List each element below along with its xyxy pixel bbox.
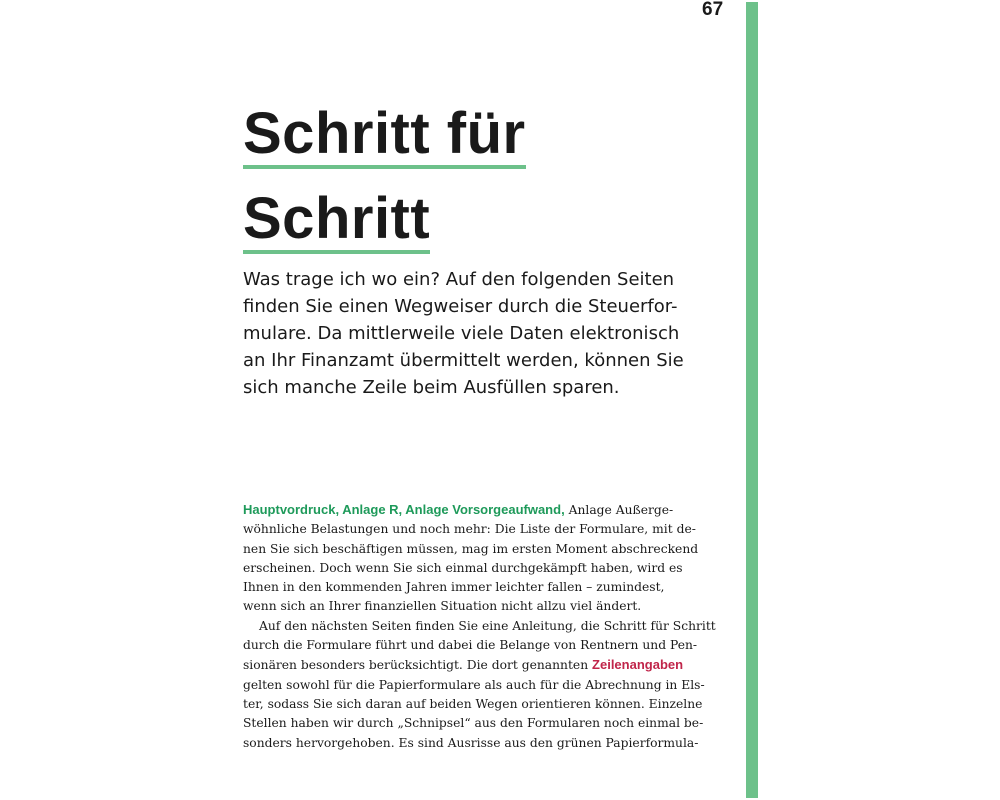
body-line: Ihnen in den kommenden Jahren immer leichter fallen – zumindest,	[243, 580, 665, 595]
body-line: sonders hervorgehoben. Es sind Ausrisse aus den grünen Papierformula-	[243, 735, 699, 750]
title-line-2: Schritt	[243, 188, 430, 254]
intro-line: Was trage ich wo ein? Auf den folgenden Seiten	[243, 269, 675, 290]
body-line: durch die Formulare führt und dabei die Belange von Rentnern und Pen-	[243, 638, 698, 653]
body-text	[243, 500, 716, 753]
body-line: erscheinen. Doch wenn Sie sich einmal durchgekämpft haben, wird es	[243, 560, 683, 575]
body-line: wenn sich an Ihrer finanziellen Situation nicht allzu viel ändert.	[243, 599, 642, 614]
intro-line: an Ihr Finanzamt übermittelt werden, können Sie	[243, 350, 684, 371]
lead-highlight: Hauptvordruck, Anlage R, Anlage Vorsorgeaufwand,	[243, 502, 565, 517]
zeilenangaben-highlight: Zeilenangaben	[592, 657, 684, 673]
body-line	[243, 500, 689, 520]
body-line-pre: sionären besonders berücksichtigt. Die dort genannten	[243, 658, 593, 673]
title-line-1: Schritt für	[243, 103, 526, 169]
body-line: gelten sowohl für die Papierformulare als auch für die Abrechnung in Els-	[243, 677, 705, 692]
body-line: ter, sodass Sie sich daran auf beiden Wegen orientieren können. Einzelne	[243, 696, 703, 711]
green-margin-bar	[746, 2, 758, 798]
page-number: 67	[702, 0, 724, 20]
body-line: wöhnliche Belastungen und noch mehr: Die Liste der Formulare, mit de-	[243, 522, 696, 537]
body-line: Auf den nächsten Seiten finden Sie eine Anleitung, die Schritt für Schritt	[259, 618, 716, 633]
body-line	[243, 655, 689, 675]
body-line: Stellen haben wir durch „Schnipsel“ aus den Formularen noch einmal be-	[243, 716, 704, 731]
intro-line: sich manche Zeile beim Ausfüllen sparen.	[243, 377, 620, 398]
body-line: nen Sie sich beschäftigen müssen, mag im ersten Moment abschreckend	[243, 541, 699, 556]
page-title	[243, 96, 526, 266]
lead-rest: Anlage Außerge-	[564, 503, 674, 517]
intro-line: mulare. Da mittlerweile viele Daten elektronisch	[243, 323, 680, 344]
intro-paragraph	[243, 266, 693, 401]
intro-line: finden Sie einen Wegweiser durch die Steuerfor-	[243, 296, 678, 317]
